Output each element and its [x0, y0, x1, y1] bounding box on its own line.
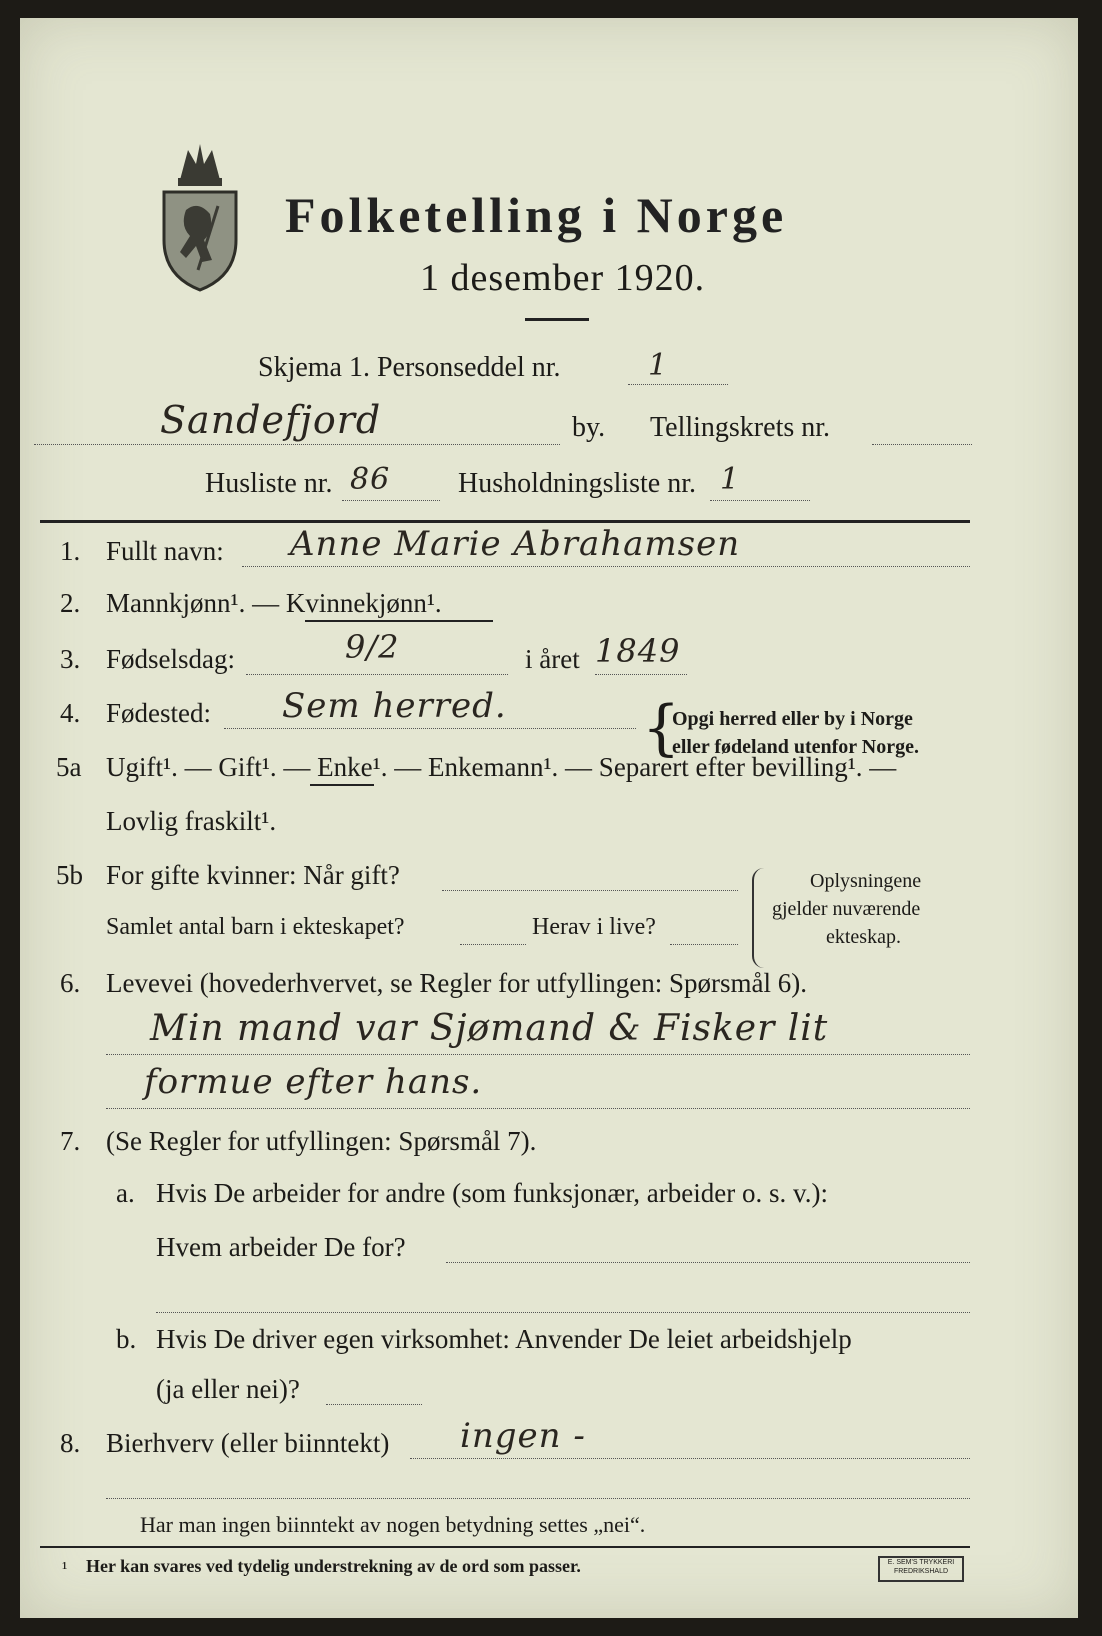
census-form	[20, 18, 1078, 1618]
q7a-letter: a.	[116, 1178, 135, 1208]
q5b-married-line	[442, 890, 738, 891]
tellingskrets-label: Tellingskrets nr.	[650, 412, 831, 443]
q4-note-brace: {	[642, 693, 681, 763]
husliste-label: Husliste nr.	[205, 468, 333, 499]
q4-label: Fødested:	[106, 698, 211, 728]
printer-stamp-text: E. SEM'S TRYKKERI FREDRIKSHALD	[887, 1559, 955, 1575]
q4-note-line1: Opgi herred eller by i Norge	[672, 708, 913, 730]
header-rule	[40, 520, 970, 523]
q3-year-value: 1849	[595, 632, 681, 670]
q7a-line1: Hvis De arbeider for andre (som funksjonær, arbeider o. s. v.):	[156, 1178, 828, 1208]
husholdningsliste-label: Husholdningsliste nr.	[458, 468, 697, 499]
husliste-line	[342, 500, 440, 501]
q6-line2	[106, 1108, 970, 1109]
q3-line	[246, 674, 508, 675]
q2-label: Mannkjønn¹. — Kvinnekjønn¹.	[106, 588, 442, 618]
q5b-children-line	[460, 944, 526, 945]
q5a-line1: Ugift¹. — Gift¹. — Enke¹. — Enkemann¹. — Separert efter bevilling¹. —	[106, 752, 897, 782]
city-value: Sandefjord	[160, 398, 382, 442]
q1-label: Fullt navn:	[106, 536, 224, 566]
schema-label: Skjema 1. Personseddel nr.	[258, 352, 561, 383]
q5b-alive-line	[670, 944, 738, 945]
q6-value-line1: Min mand var Sjømand & Fisker lit	[150, 1008, 829, 1049]
q4-number: 4.	[60, 698, 81, 728]
q6-label: Levevei (hovederhvervet, se Regler for utfyllingen: Spørsmål 6).	[106, 968, 808, 998]
q3-year-line	[595, 674, 687, 675]
husholdningsliste-value: 1	[720, 462, 741, 497]
q7b-line2: (ja eller nei)?	[156, 1374, 300, 1404]
q4-note-line2: eller fødeland utenfor Norge.	[672, 736, 920, 758]
q5a-underline-enke	[310, 784, 374, 786]
q5b-note-line2: gjelder nuværende	[772, 898, 921, 920]
q7a-line2: Hvem arbeider De for?	[156, 1232, 406, 1262]
q3-value: 9/2	[345, 628, 400, 666]
city-suffix: by.	[572, 412, 606, 443]
q7b-answer-line	[326, 1404, 422, 1405]
q7a-employer-line	[446, 1262, 970, 1263]
footnote-marker: ¹	[62, 1558, 68, 1578]
q4-line	[224, 728, 636, 729]
title-divider	[525, 318, 589, 321]
husholdningsliste-line	[710, 500, 810, 501]
q1-number: 1.	[60, 536, 81, 566]
q7a-extra-line	[156, 1312, 970, 1313]
census-date: 1 desember 1920.	[420, 257, 706, 299]
q5b-number: 5b	[56, 860, 83, 890]
q3-number: 3.	[60, 644, 81, 674]
footnote-text: Her kan svares ved tydelig understrekning av de ord som passer.	[86, 1556, 581, 1576]
form-title: Folketelling i Norge	[285, 187, 788, 243]
q5b-note-line3: ekteskap.	[826, 926, 901, 948]
city-line	[34, 444, 560, 445]
q4-value: Sem herred.	[282, 686, 507, 726]
printer-stamp	[878, 1556, 964, 1582]
q5b-line2b: Herav i live?	[532, 914, 656, 940]
q5b-line1: For gifte kvinner: Når gift?	[106, 860, 400, 890]
q2-underline	[305, 620, 493, 622]
q5a-line2: Lovlig fraskilt¹.	[106, 806, 277, 836]
q6-value-line2: formue efter hans.	[144, 1062, 483, 1102]
q8-number: 8.	[60, 1428, 81, 1458]
q6-line1	[106, 1054, 970, 1055]
q8-label: Bierhverv (eller biinntekt)	[106, 1428, 390, 1458]
q5a-number: 5a	[56, 752, 82, 782]
norway-coat-of-arms-icon	[158, 140, 242, 292]
biinntekt-note: Har man ingen biinntekt av nogen betydning settes „nei“.	[140, 1512, 646, 1537]
q5b-line2a: Samlet antal barn i ekteskapet?	[106, 914, 405, 940]
q8-value: ingen -	[460, 1416, 586, 1456]
husliste-value: 86	[350, 462, 391, 497]
q2-number: 2.	[60, 588, 81, 618]
q3-year-label: i året	[525, 644, 580, 674]
tellingskrets-line	[872, 444, 972, 445]
q1-value: Anne Marie Abrahamsen	[290, 524, 741, 564]
q6-number: 6.	[60, 968, 81, 998]
q8-line	[410, 1458, 970, 1459]
q8-extra-line	[106, 1498, 970, 1499]
footnote-rule	[40, 1546, 970, 1548]
personseddel-value: 1	[648, 348, 669, 383]
q3-label: Fødselsdag:	[106, 644, 236, 674]
personseddel-line	[628, 384, 728, 385]
q7b-letter: b.	[116, 1324, 137, 1354]
q5b-note-brace	[752, 868, 766, 968]
q7-number: 7.	[60, 1126, 81, 1156]
q7-label: (Se Regler for utfyllingen: Spørsmål 7).	[106, 1126, 537, 1156]
q1-line	[242, 566, 970, 567]
q7b-line1: Hvis De driver egen virksomhet: Anvender De leiet arbeidshjelp	[156, 1324, 852, 1354]
q5b-note-line1: Oplysningene	[810, 870, 922, 892]
